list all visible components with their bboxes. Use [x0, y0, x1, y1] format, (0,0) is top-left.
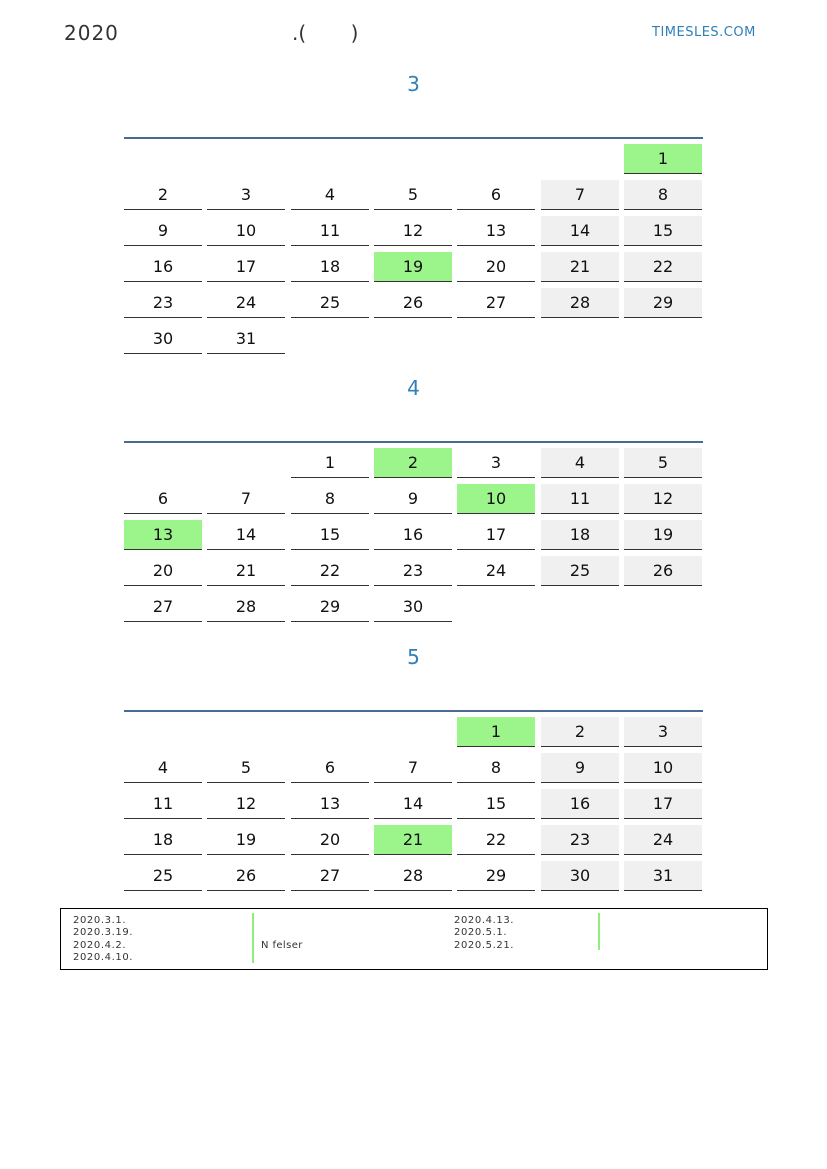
- day-cell: 8: [624, 180, 702, 210]
- day-cell: 19: [207, 825, 285, 855]
- legend-right-column: [454, 915, 514, 952]
- page-title: .( ): [292, 21, 359, 45]
- day-cell: 9: [541, 753, 619, 783]
- day-cell: 17: [207, 252, 285, 282]
- day-cell: 11: [291, 216, 369, 246]
- day-cell: 21: [541, 252, 619, 282]
- legend-note: N felser: [261, 940, 303, 951]
- day-cell: 15: [624, 216, 702, 246]
- day-cell: 8: [457, 753, 535, 783]
- day-cell: 3: [207, 180, 285, 210]
- day-cell: 7: [207, 484, 285, 514]
- day-cell: 23: [541, 825, 619, 855]
- day-cell: 10: [207, 216, 285, 246]
- legend-left-column: [73, 915, 133, 964]
- month-title: 5: [407, 645, 420, 669]
- day-cell: 22: [457, 825, 535, 855]
- day-cell: 26: [207, 861, 285, 891]
- month-title: 4: [407, 376, 420, 400]
- day-cell: 22: [291, 556, 369, 586]
- day-cell: 18: [541, 520, 619, 550]
- day-cell: 14: [207, 520, 285, 550]
- legend-date: 2020.3.1.: [73, 915, 127, 926]
- day-cell: 6: [457, 180, 535, 210]
- day-cell: 31: [207, 324, 285, 354]
- day-cell: 17: [457, 520, 535, 550]
- day-cell: 27: [124, 592, 202, 622]
- day-cell: 30: [541, 861, 619, 891]
- day-cell: 22: [624, 252, 702, 282]
- holiday-day-cell: 21: [374, 825, 452, 855]
- day-cell: 8: [291, 484, 369, 514]
- day-cell: 28: [541, 288, 619, 318]
- day-cell: 4: [541, 448, 619, 478]
- day-cell: 28: [374, 861, 452, 891]
- holiday-day-cell: 10: [457, 484, 535, 514]
- day-cell: 17: [624, 789, 702, 819]
- day-cell: 26: [624, 556, 702, 586]
- day-cell: 26: [374, 288, 452, 318]
- day-cell: 24: [624, 825, 702, 855]
- day-cell: 24: [457, 556, 535, 586]
- page-header: [0, 0, 827, 60]
- legend-date: 2020.5.1.: [454, 927, 508, 939]
- day-cell: 9: [124, 216, 202, 246]
- day-cell: 5: [207, 753, 285, 783]
- day-cell: 19: [624, 520, 702, 550]
- day-cell: 15: [457, 789, 535, 819]
- day-cell: 31: [624, 861, 702, 891]
- day-cell: 11: [541, 484, 619, 514]
- day-cell: 16: [541, 789, 619, 819]
- day-cell: 18: [291, 252, 369, 282]
- day-cell: 5: [374, 180, 452, 210]
- day-cell: 18: [124, 825, 202, 855]
- legend-date: 2020.4.2.: [73, 939, 127, 951]
- day-cell: 27: [457, 288, 535, 318]
- legend-date: 2020.5.21.: [454, 939, 515, 951]
- day-cell: 29: [291, 592, 369, 622]
- day-cell: 13: [291, 789, 369, 819]
- day-cell: 20: [124, 556, 202, 586]
- day-cell: 10: [624, 753, 702, 783]
- day-cell: 3: [457, 448, 535, 478]
- day-cell: 23: [374, 556, 452, 586]
- day-cell: 4: [291, 180, 369, 210]
- day-cell: 29: [624, 288, 702, 318]
- day-cell: 7: [374, 753, 452, 783]
- legend-date: 2020.4.10.: [73, 951, 134, 963]
- day-cell: 25: [124, 861, 202, 891]
- month-title: 3: [407, 72, 420, 96]
- day-cell: 29: [457, 861, 535, 891]
- day-cell: 24: [207, 288, 285, 318]
- holiday-day-cell: 2: [374, 448, 452, 478]
- day-cell: 14: [374, 789, 452, 819]
- day-cell: 11: [124, 789, 202, 819]
- day-cell: 27: [291, 861, 369, 891]
- day-cell: 12: [624, 484, 702, 514]
- day-cell: 14: [541, 216, 619, 246]
- day-cell: 15: [291, 520, 369, 550]
- holiday-day-cell: 1: [624, 144, 702, 174]
- legend-date: 2020.4.13.: [454, 915, 515, 926]
- day-cell: 23: [124, 288, 202, 318]
- day-cell: 6: [291, 753, 369, 783]
- day-cell: 16: [374, 520, 452, 550]
- day-cell: 2: [124, 180, 202, 210]
- day-cell: 6: [124, 484, 202, 514]
- year-label: 2020: [64, 21, 119, 45]
- holiday-day-cell: 19: [374, 252, 452, 282]
- month-divider: [124, 710, 703, 712]
- day-cell: 2: [541, 717, 619, 747]
- day-cell: 3: [624, 717, 702, 747]
- day-cell: 12: [207, 789, 285, 819]
- day-cell: 25: [541, 556, 619, 586]
- legend-marker: [598, 913, 600, 950]
- site-link[interactable]: TIMESLES.COM: [652, 25, 756, 40]
- legend-marker: [252, 913, 254, 963]
- month-divider: [124, 137, 703, 139]
- day-cell: 25: [291, 288, 369, 318]
- day-cell: 12: [374, 216, 452, 246]
- legend-date: 2020.3.19.: [73, 927, 134, 939]
- day-cell: 1: [291, 448, 369, 478]
- day-cell: 4: [124, 753, 202, 783]
- day-cell: 7: [541, 180, 619, 210]
- day-cell: 16: [124, 252, 202, 282]
- day-cell: 30: [124, 324, 202, 354]
- day-cell: 28: [207, 592, 285, 622]
- month-divider: [124, 441, 703, 443]
- holiday-day-cell: 13: [124, 520, 202, 550]
- day-cell: 5: [624, 448, 702, 478]
- holiday-day-cell: 1: [457, 717, 535, 747]
- day-cell: 13: [457, 216, 535, 246]
- holiday-legend: [60, 908, 768, 970]
- day-cell: 30: [374, 592, 452, 622]
- day-cell: 21: [207, 556, 285, 586]
- day-cell: 20: [291, 825, 369, 855]
- day-cell: 20: [457, 252, 535, 282]
- day-cell: 9: [374, 484, 452, 514]
